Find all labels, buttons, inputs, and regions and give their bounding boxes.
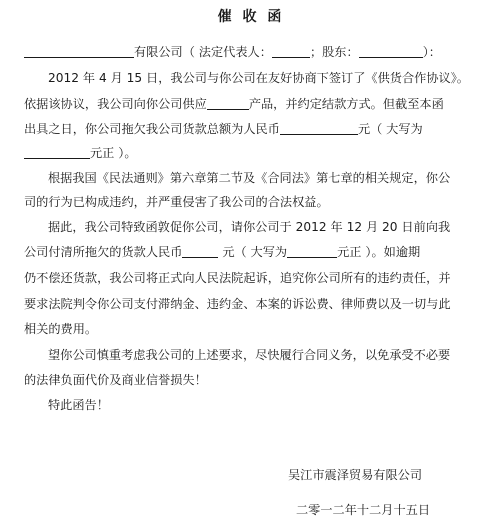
paragraph2-line2: 司的行为已构成违约，并严重侵害了我公司的合法权益。: [24, 195, 329, 209]
paragraph3-line4: 要求法院判令你公司支付滞纳金、违约金、本案的诉讼费、律师费以及一切与此: [24, 297, 451, 311]
product-blank: [207, 97, 249, 110]
paragraph4-line2: 的法律负面代价及商业信誉损失！: [24, 373, 207, 387]
signature-company: 吴江市震泽贸易有限公司: [288, 468, 423, 482]
paragraph1-line3: [24, 121, 423, 137]
amount-words-blank: [24, 146, 90, 159]
salutation-shareholder-label: ；股东：: [309, 45, 359, 59]
company-name-blank: [24, 45, 134, 58]
paragraph1-line3-a: 出具之日，你公司拖欠我公司货款总额为人民币: [24, 122, 280, 136]
payment-words-blank: [287, 245, 337, 258]
paragraph1-line4: [24, 145, 137, 161]
paragraph1-line2-a: 依据该协议，我公司向你公司供应: [24, 97, 207, 111]
paragraph1-line1-text: 我公司与你公司在友好协商下签订了《供货合作协议》。: [170, 71, 469, 85]
paragraph3-line1: [48, 219, 450, 235]
paragraph1-line3-b: 元（ 大写为: [357, 122, 423, 136]
paragraph1-line2: [24, 96, 444, 112]
legal-rep-blank: [272, 45, 310, 58]
agreement-date: 2012 年 4 月 15 日，: [48, 71, 171, 85]
paragraph3-line1-a: 据此，我公司特致函敦促你公司，请你公司于: [48, 220, 292, 234]
paragraph3-line2-c: 元正 ）。如逾期: [337, 245, 421, 259]
paragraph3-line2-b: 元（ 大写为: [222, 245, 288, 259]
paragraph3-line5: 相关的费用。: [24, 322, 98, 336]
payment-amount-blank: [182, 245, 218, 258]
closing-line: 特此函告！: [48, 398, 109, 412]
paragraph3-line1-b: 前向我: [413, 220, 451, 234]
letter-title: 催 收 函: [217, 9, 285, 25]
shareholder-blank: [359, 45, 423, 58]
paragraph3-line2: [24, 244, 420, 260]
salutation: [24, 44, 441, 60]
salutation-company-suffix: 有限公司（ 法定代表人：: [134, 45, 272, 59]
paragraph3-line2-a: 公司付清所拖欠的货款人民币: [24, 245, 183, 259]
paragraph2-line1: 根据我国《民法通则》第六章第二节及《合同法》第七章的相关规定，你公: [48, 171, 451, 185]
paragraph1-line2-b: 产品，并约定结款方式。但截至本函: [248, 97, 444, 111]
amount-blank: [280, 122, 358, 135]
paragraph1-line4-b: 元正 ）。: [90, 146, 137, 160]
paragraph4-line1: 望你公司慎重考虑我公司的上述要求，尽快履行合同义务，以免承受不必要: [48, 348, 451, 362]
paragraph1-line1: [48, 70, 469, 86]
paragraph3-line3: 仍不偿还货款，我公司将正式向人民法院起诉，追究你公司所有的违约责任，并: [24, 271, 451, 285]
signature-date: 二零一二年十二月十五日: [296, 503, 431, 517]
salutation-close: ）：: [422, 45, 441, 59]
deadline-date: 2012 年 12 月 20 日: [295, 220, 414, 234]
